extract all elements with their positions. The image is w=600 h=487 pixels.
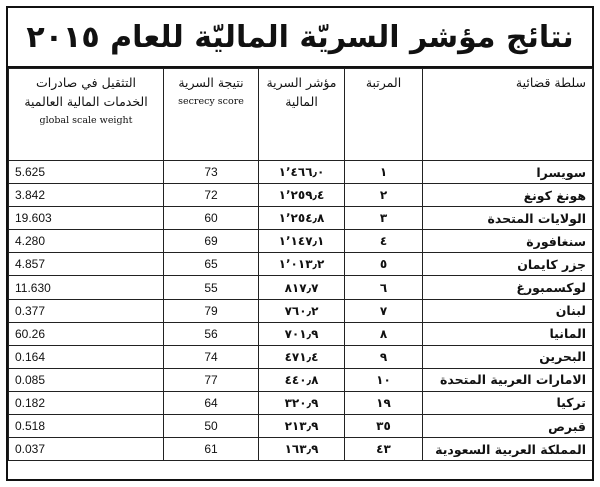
cell-weight: 5.625 — [9, 161, 164, 184]
cell-weight: 3.842 — [9, 184, 164, 207]
cell-index: ٧٦٠٫٢ — [259, 299, 345, 322]
cell-rank: ٣٥ — [345, 415, 423, 438]
cell-weight: 0.037 — [9, 438, 164, 461]
table-row — [9, 415, 593, 438]
cell-rank: ٣ — [345, 207, 423, 230]
table-row — [9, 345, 593, 368]
cell-weight: 0.377 — [9, 299, 164, 322]
cell-authority: قبرص — [423, 415, 593, 438]
cell-authority: سنغافورة — [423, 230, 593, 253]
cell-score: 50 — [164, 415, 259, 438]
table-row — [9, 161, 593, 184]
cell-weight: 11.630 — [9, 276, 164, 299]
header-score — [164, 69, 259, 161]
cell-authority: المملكة العربية السعودية — [423, 438, 593, 461]
table-row — [9, 391, 593, 414]
cell-rank: ٥ — [345, 253, 423, 276]
cell-index: ١٬٠١٣٫٢ — [259, 253, 345, 276]
cell-authority: المانيا — [423, 322, 593, 345]
cell-index: ٨١٧٫٧ — [259, 276, 345, 299]
cell-rank: ١ — [345, 161, 423, 184]
cell-authority: البحرين — [423, 345, 593, 368]
cell-authority: هونغ كونغ — [423, 184, 593, 207]
cell-index: ٤٤٠٫٨ — [259, 368, 345, 391]
header-authority: سلطة قضائية — [423, 69, 593, 161]
cell-authority: لبنان — [423, 299, 593, 322]
table-row — [9, 322, 593, 345]
cell-score: 77 — [164, 368, 259, 391]
cell-score: 72 — [164, 184, 259, 207]
cell-index: ١٦٣٫٩ — [259, 438, 345, 461]
cell-index: ١٬٤٦٦٫٠ — [259, 161, 345, 184]
header-score-en: secrecy score — [178, 96, 244, 107]
cell-weight: 19.603 — [9, 207, 164, 230]
cell-score: 61 — [164, 438, 259, 461]
header-score-ar: نتيجة السرية — [178, 75, 244, 90]
cell-rank: ١٩ — [345, 391, 423, 414]
cell-index: ٤٧١٫٤ — [259, 345, 345, 368]
table-row — [9, 299, 593, 322]
header-rank: المرتبة — [345, 69, 423, 161]
cell-weight: 60.26 — [9, 322, 164, 345]
header-index: مؤشر السرية المالية — [259, 69, 345, 161]
cell-authority: تركيا — [423, 391, 593, 414]
header-row — [9, 69, 593, 161]
cell-rank: ٩ — [345, 345, 423, 368]
cell-authority: الامارات العربية المتحدة — [423, 368, 593, 391]
table-row — [9, 230, 593, 253]
cell-rank: ٦ — [345, 276, 423, 299]
cell-score: 73 — [164, 161, 259, 184]
cell-authority: الولايات المتحدة — [423, 207, 593, 230]
table-row — [9, 276, 593, 299]
cell-score: 56 — [164, 322, 259, 345]
results-frame — [6, 6, 594, 481]
table-row — [9, 368, 593, 391]
header-weight-ar: التثقيل في صادرات الخدمات المالية العالمية — [24, 75, 148, 109]
cell-score: 55 — [164, 276, 259, 299]
cell-score: 65 — [164, 253, 259, 276]
cell-index: ١٬٢٥٤٫٨ — [259, 207, 345, 230]
cell-score: 64 — [164, 391, 259, 414]
results-table — [8, 68, 593, 461]
cell-authority: جزر كايمان — [423, 253, 593, 276]
table-row — [9, 253, 593, 276]
table-row — [9, 184, 593, 207]
cell-index: ٧٠١٫٩ — [259, 322, 345, 345]
cell-rank: ٨ — [345, 322, 423, 345]
table-row — [9, 207, 593, 230]
cell-rank: ٧ — [345, 299, 423, 322]
cell-index: ٢١٣٫٩ — [259, 415, 345, 438]
cell-authority: سويسرا — [423, 161, 593, 184]
cell-score: 60 — [164, 207, 259, 230]
page-title: نتائج مؤشر السريّة الماليّة للعام ٢٠١٥ — [8, 8, 592, 68]
table-row — [9, 438, 593, 461]
cell-authority: لوكسمبورغ — [423, 276, 593, 299]
cell-weight: 0.518 — [9, 415, 164, 438]
cell-score: 74 — [164, 345, 259, 368]
cell-rank: ١٠ — [345, 368, 423, 391]
cell-rank: ٢ — [345, 184, 423, 207]
cell-rank: ٤ — [345, 230, 423, 253]
table-body — [9, 161, 593, 461]
cell-weight: 0.085 — [9, 368, 164, 391]
cell-weight: 4.857 — [9, 253, 164, 276]
cell-index: ٣٢٠٫٩ — [259, 391, 345, 414]
cell-weight: 4.280 — [9, 230, 164, 253]
cell-index: ١٬١٤٧٫١ — [259, 230, 345, 253]
header-weight — [9, 69, 164, 161]
cell-score: 69 — [164, 230, 259, 253]
cell-index: ١٬٢٥٩٫٤ — [259, 184, 345, 207]
cell-weight: 0.182 — [9, 391, 164, 414]
header-weight-en: global scale weight — [39, 115, 133, 126]
cell-weight: 0.164 — [9, 345, 164, 368]
cell-rank: ٤٣ — [345, 438, 423, 461]
cell-score: 79 — [164, 299, 259, 322]
